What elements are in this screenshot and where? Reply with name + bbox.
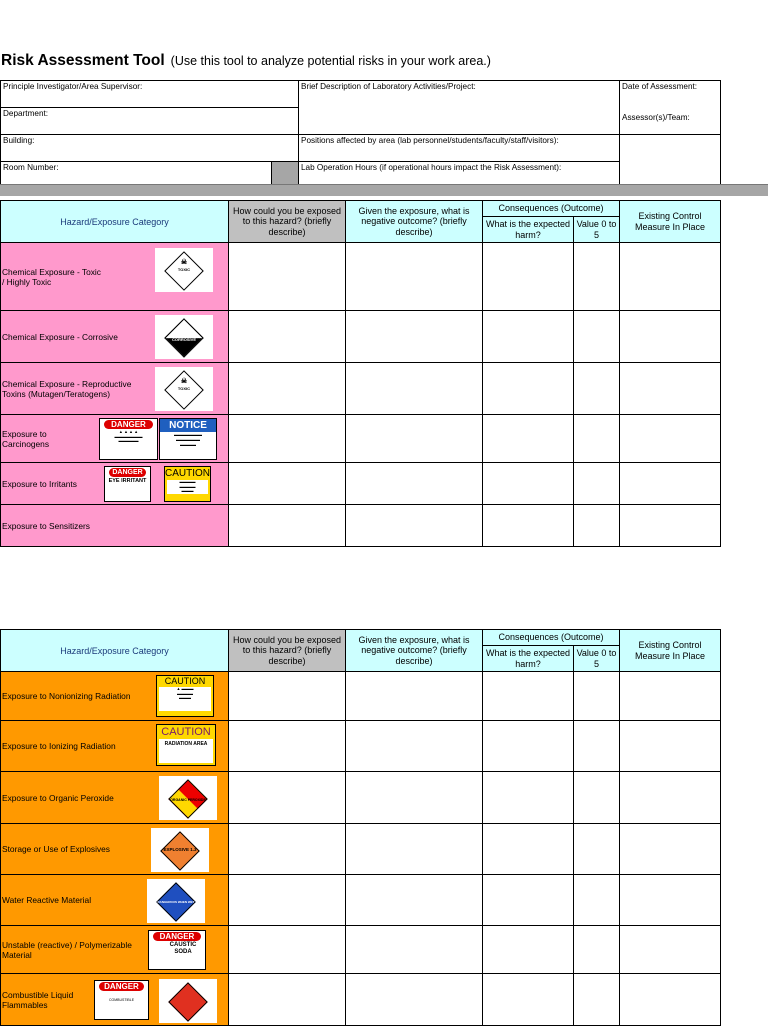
- eye-irritant-text: EYE IRRITANT: [108, 478, 147, 484]
- title-text: Risk Assessment Tool: [1, 52, 165, 69]
- date-field[interactable]: [620, 81, 721, 135]
- cell[interactable]: [620, 415, 721, 463]
- cell[interactable]: [483, 721, 574, 772]
- separator-bar: [0, 184, 768, 196]
- caution-sign-text: CAUTION: [164, 676, 206, 686]
- cell[interactable]: [346, 926, 483, 974]
- hazard-label: Exposure to Ionizing Radiation: [2, 740, 116, 751]
- hazard-row-carcinogens: [1, 415, 229, 463]
- hazard-label: Exposure to Irritants: [2, 478, 77, 489]
- organic-peroxide-sign-icon: [159, 776, 217, 820]
- hazard-row-explosives: [1, 824, 229, 875]
- hazard-label: Water Reactive Material: [2, 894, 92, 905]
- cell[interactable]: [574, 672, 620, 721]
- existing-header: Existing Control Measure In Place: [620, 201, 721, 243]
- category-header: Hazard/Exposure Category: [1, 201, 229, 243]
- flammable-sign-icon: [159, 979, 217, 1023]
- cell[interactable]: [483, 363, 574, 415]
- cell[interactable]: [229, 926, 346, 974]
- consequences-header: Consequences (Outcome): [483, 201, 620, 217]
- danger-caustic-soda-sign-icon: [148, 930, 206, 970]
- cell[interactable]: [229, 363, 346, 415]
- hazard-row-water-reactive: [1, 875, 229, 926]
- corrosive-sign-text: CORROSIVE: [171, 337, 196, 342]
- pi-label: Principle Investigator/Area Supervisor:: [3, 82, 143, 91]
- cell[interactable]: [574, 824, 620, 875]
- cell[interactable]: [574, 875, 620, 926]
- cell[interactable]: [346, 875, 483, 926]
- radiation-area-text: RADIATION AREA: [159, 739, 213, 763]
- cell[interactable]: [620, 463, 721, 505]
- cell[interactable]: [574, 721, 620, 772]
- cell[interactable]: [483, 824, 574, 875]
- explosive-sign-icon: [151, 828, 209, 872]
- cell[interactable]: [483, 875, 574, 926]
- given-header: Given the exposure, what is negative outcome? (briefly describe): [346, 201, 483, 243]
- cell[interactable]: [483, 672, 574, 721]
- toxic-sign-icon: TOXIC ☠: [155, 367, 213, 411]
- hazard-row-combustible: [1, 974, 229, 1026]
- cell[interactable]: [620, 974, 721, 1026]
- page-title: [1, 52, 491, 70]
- cell[interactable]: [346, 672, 483, 721]
- hazard-label: Storage or Use of Explosives: [2, 843, 110, 854]
- peroxide-sign-text: ORGANIC PEROXIDE: [170, 798, 206, 802]
- wet-sign-text: DANGEROUS WHEN WET: [157, 900, 195, 904]
- cell[interactable]: [483, 243, 574, 311]
- hours-label: Lab Operation Hours (if operational hours impact the Risk Assessment):: [301, 163, 562, 172]
- cell[interactable]: [229, 974, 346, 1026]
- hazard-label: Unstable (reactive) / Polymerizable Material: [2, 939, 132, 960]
- cell[interactable]: [574, 926, 620, 974]
- hazard-label: Exposure to Sensitizers: [2, 520, 90, 531]
- cell[interactable]: [229, 243, 346, 311]
- cell[interactable]: [574, 463, 620, 505]
- hazard-label: Exposure to Organic Peroxide: [2, 792, 114, 803]
- pi-field[interactable]: [1, 81, 299, 108]
- caution-radiation-sign-icon: [156, 724, 216, 766]
- hazard-table-2: [0, 629, 721, 1026]
- corrosive-sign-icon: [155, 315, 213, 359]
- brief-label: Brief Description of Laboratory Activities/Project:: [301, 82, 476, 91]
- consequences-header: Consequences (Outcome): [483, 630, 620, 646]
- toxic-sign-text: TOXIC: [177, 267, 191, 272]
- cell[interactable]: [574, 772, 620, 824]
- cell[interactable]: [229, 721, 346, 772]
- cell[interactable]: [574, 311, 620, 363]
- hazard-row-sensitizers: [1, 505, 229, 547]
- hazard-label: Chemical Exposure - Toxic / Highly Toxic: [2, 266, 101, 287]
- cell[interactable]: [620, 505, 721, 547]
- caustic-soda-text: CAUSTIC SODA: [169, 942, 197, 955]
- cell[interactable]: [574, 974, 620, 1026]
- hazard-row-unstable: [1, 926, 229, 974]
- hazard-label: Chemical Exposure - Corrosive: [2, 331, 118, 342]
- department-label: Department:: [3, 109, 49, 118]
- cell[interactable]: [229, 415, 346, 463]
- cell[interactable]: [346, 505, 483, 547]
- building-field[interactable]: [1, 135, 299, 162]
- how-header: How could you be exposed to this hazard? (briefly describe): [229, 201, 346, 243]
- caution-sign-text: CAUTION: [161, 726, 211, 738]
- cell[interactable]: [229, 505, 346, 547]
- hazard-label: Chemical Exposure - Reproductive Toxins (Mutagen/Teratogens): [2, 378, 132, 399]
- hazard-label: Exposure to Carcinogens: [2, 428, 50, 449]
- hazard-table-1: [0, 200, 721, 547]
- cell[interactable]: [346, 824, 483, 875]
- cell[interactable]: [620, 772, 721, 824]
- cell[interactable]: [574, 415, 620, 463]
- toxic-sign-text: TOXIC: [177, 386, 191, 391]
- harm-header: What is the expected harm?: [483, 646, 574, 672]
- cell[interactable]: [229, 824, 346, 875]
- explosive-sign-text: EXPLOSIVE 1.3: [163, 847, 197, 852]
- assessor-label: Assessor(s)/Team:: [622, 113, 690, 122]
- hazard-row-toxic: [1, 243, 229, 311]
- caution-sign-icon: CAUTION ▬▬▬▬ ▬▬▬▬ ▬▬▬: [164, 466, 211, 502]
- existing-header: Existing Control Measure In Place: [620, 630, 721, 672]
- cell[interactable]: [346, 363, 483, 415]
- danger-sign-text: DANGER: [104, 420, 153, 429]
- toxic-sign-icon: TOXIC ☠: [155, 248, 213, 292]
- dangerous-when-wet-sign-icon: [147, 879, 205, 923]
- cell[interactable]: [620, 363, 721, 415]
- hazard-row-corrosive: [1, 311, 229, 363]
- cell[interactable]: [483, 974, 574, 1026]
- cell[interactable]: [620, 926, 721, 974]
- cell[interactable]: [483, 505, 574, 547]
- cell[interactable]: [483, 463, 574, 505]
- cell[interactable]: [229, 463, 346, 505]
- combustible-text: COMBUSTIBLE: [108, 998, 135, 1002]
- cell[interactable]: [229, 875, 346, 926]
- hazard-row-reproductive: [1, 363, 229, 415]
- positions-label: Positions affected by area (lab personnel/students/faculty/staff/visitors):: [301, 136, 559, 145]
- hazard-row-peroxide: [1, 772, 229, 824]
- value-header: Value 0 to 5: [574, 217, 620, 243]
- hazard-row-irritants: [1, 463, 229, 505]
- danger-sign-text: DANGER: [99, 982, 144, 991]
- cell[interactable]: [346, 415, 483, 463]
- danger-eye-irritant-sign-icon: [104, 466, 151, 502]
- hazard-label: Exposure to Nonionizing Radiation: [2, 690, 131, 701]
- cell[interactable]: [574, 363, 620, 415]
- cell[interactable]: [620, 875, 721, 926]
- brief-description-field[interactable]: [299, 81, 620, 135]
- cell[interactable]: [346, 974, 483, 1026]
- hazard-row-ionizing: [1, 721, 229, 772]
- cell[interactable]: [574, 243, 620, 311]
- caution-rf-sign-icon: CAUTION ▲ ▬▬▬ ▬▬▬▬ ▬▬▬: [156, 675, 214, 717]
- harm-header: What is the expected harm?: [483, 217, 574, 243]
- cell[interactable]: [620, 824, 721, 875]
- cell[interactable]: [346, 243, 483, 311]
- cell[interactable]: [620, 311, 721, 363]
- department-field[interactable]: [1, 108, 299, 135]
- value-header: Value 0 to 5: [574, 646, 620, 672]
- category-header: Hazard/Exposure Category: [1, 630, 229, 672]
- cell[interactable]: [229, 772, 346, 824]
- given-header: Given the exposure, what is negative outcome? (briefly describe): [346, 630, 483, 672]
- room-label: Room Number:: [3, 163, 59, 172]
- notice-sign-icon: NOTICE ▬▬▬▬▬▬▬ ▬▬▬▬▬▬ ▬▬▬▬: [159, 418, 217, 460]
- cell[interactable]: [229, 672, 346, 721]
- date-label: Date of Assessment:: [622, 82, 698, 91]
- danger-sign-text: DANGER: [109, 468, 146, 477]
- assessment-info-table: [0, 80, 721, 189]
- cell[interactable]: [620, 243, 721, 311]
- cell[interactable]: [346, 772, 483, 824]
- danger-sign-text: DANGER: [153, 932, 201, 941]
- cell[interactable]: [346, 463, 483, 505]
- assessor-field[interactable]: [620, 135, 721, 189]
- cell[interactable]: [346, 311, 483, 363]
- cell[interactable]: [229, 311, 346, 363]
- notice-sign-text: NOTICE: [160, 419, 216, 432]
- hazard-label: Combustible Liquid Flammables: [2, 989, 74, 1010]
- danger-sign-icon: DANGER ▲ ▲ ▲ ▲ ▬▬▬▬▬▬▬ ▬▬▬▬▬: [99, 418, 158, 460]
- danger-combustible-sign-icon: [94, 980, 149, 1020]
- positions-field[interactable]: [299, 135, 620, 162]
- how-header: How could you be exposed to this hazard? (briefly describe): [229, 630, 346, 672]
- cell[interactable]: [574, 505, 620, 547]
- cell[interactable]: [483, 415, 574, 463]
- hazard-row-nonionizing: [1, 672, 229, 721]
- cell[interactable]: [483, 926, 574, 974]
- cell[interactable]: [483, 311, 574, 363]
- cell[interactable]: [620, 721, 721, 772]
- cell[interactable]: [346, 721, 483, 772]
- cell[interactable]: [483, 772, 574, 824]
- caution-sign-text: CAUTION: [165, 468, 210, 479]
- cell[interactable]: [620, 672, 721, 721]
- building-label: Building:: [3, 136, 35, 145]
- title-subtitle: (Use this tool to analyze potential risks in your work area.): [170, 54, 491, 68]
